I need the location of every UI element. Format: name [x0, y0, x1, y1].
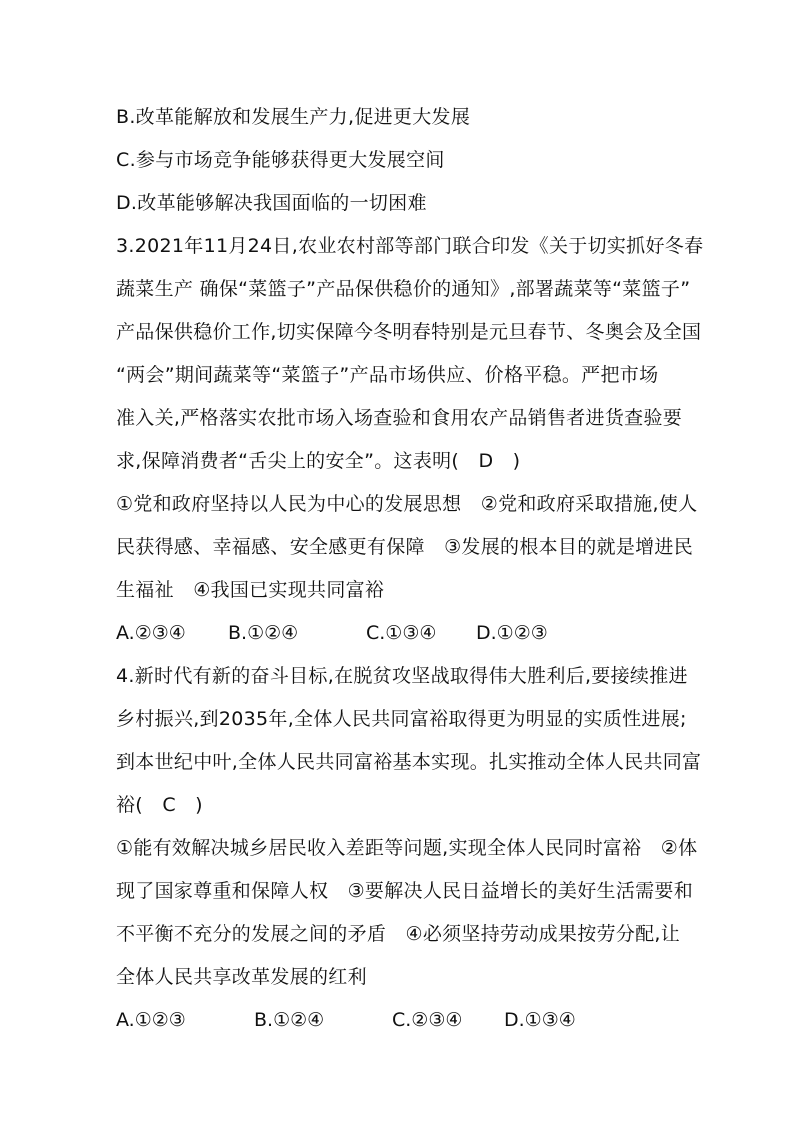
q2-option-d: D.改革能够解决我国面临的一切困难 [116, 192, 427, 214]
q4-choice-b: B.①②④ [254, 1009, 325, 1031]
q4-statement-line: 全体人民共享改革发展的红利 [116, 966, 367, 988]
q3-choice-a: A.②③④ [116, 622, 186, 644]
q2-option-b: B.改革能解放和发展生产力,促进更大发展 [116, 106, 471, 128]
q3-stem-line: “两会”期间蔬菜等“菜篮子”产品市场供应、价格平稳。严把市场 [116, 364, 659, 386]
q3-statement-line: ①党和政府坚持以人民为中心的发展思想 ②党和政府采取措施,使人 [116, 493, 698, 515]
q3-choice-c: C.①③④ [366, 622, 437, 644]
q3-stem-line: 产品保供稳价工作,切实保障今冬明春特别是元旦春节、冬奥会及全国 [116, 321, 702, 343]
q4-statement-line: 现了国家尊重和保障人权 ③要解决人民日益增长的美好生活需要和 [116, 880, 694, 902]
q3-stem-line: 准入关,严格落实农批市场入场查验和食用农产品销售者进货查验要 [116, 407, 683, 429]
q4-stem-line: 裕( C ) [116, 794, 203, 816]
q4-stem-line: 4.新时代有新的奋斗目标,在脱贫攻坚战取得伟大胜利后,要接续推进 [116, 665, 688, 687]
q3-stem-line: 求,保障消费者“舌尖上的安全”。这表明( D ) [116, 450, 521, 472]
q4-choice-a: A.①②③ [116, 1009, 186, 1031]
q3-choice-d: D.①②③ [476, 622, 548, 644]
q4-statement-line: 不平衡不充分的发展之间的矛盾 ④必须坚持劳动成果按劳分配,让 [116, 923, 681, 945]
q4-stem-line: 乡村振兴,到2035年,全体人民共同富裕取得更为明显的实质性进展; [116, 708, 687, 730]
q4-choice-d: D.①③④ [504, 1009, 576, 1031]
q3-choice-b: B.①②④ [228, 622, 299, 644]
q3-stem-line: 蔬菜生产 确保“菜篮子”产品保供稳价的通知》,部署蔬菜等“菜篮子” [116, 278, 691, 300]
q4-stem-line: 到本世纪中叶,全体人民共同富裕基本实现。扎实推动全体人民共同富 [116, 751, 702, 773]
q3-stem-line: 3.2021年11月24日,农业农村部等部门联合印发《关于切实抓好冬春 [116, 235, 704, 257]
q4-statement-line: ①能有效解决城乡居民收入差距等问题,实现全体人民同时富裕 ②体 [116, 837, 698, 859]
q2-option-c: C.参与市场竞争能够获得更大发展空间 [116, 149, 445, 171]
q3-statement-line: 生福祉 ④我国已实现共同富裕 [116, 579, 385, 601]
q4-choice-c: C.②③④ [392, 1009, 463, 1031]
q3-statement-line: 民获得感、幸福感、安全感更有保障 ③发展的根本目的就是增进民 [116, 536, 694, 558]
